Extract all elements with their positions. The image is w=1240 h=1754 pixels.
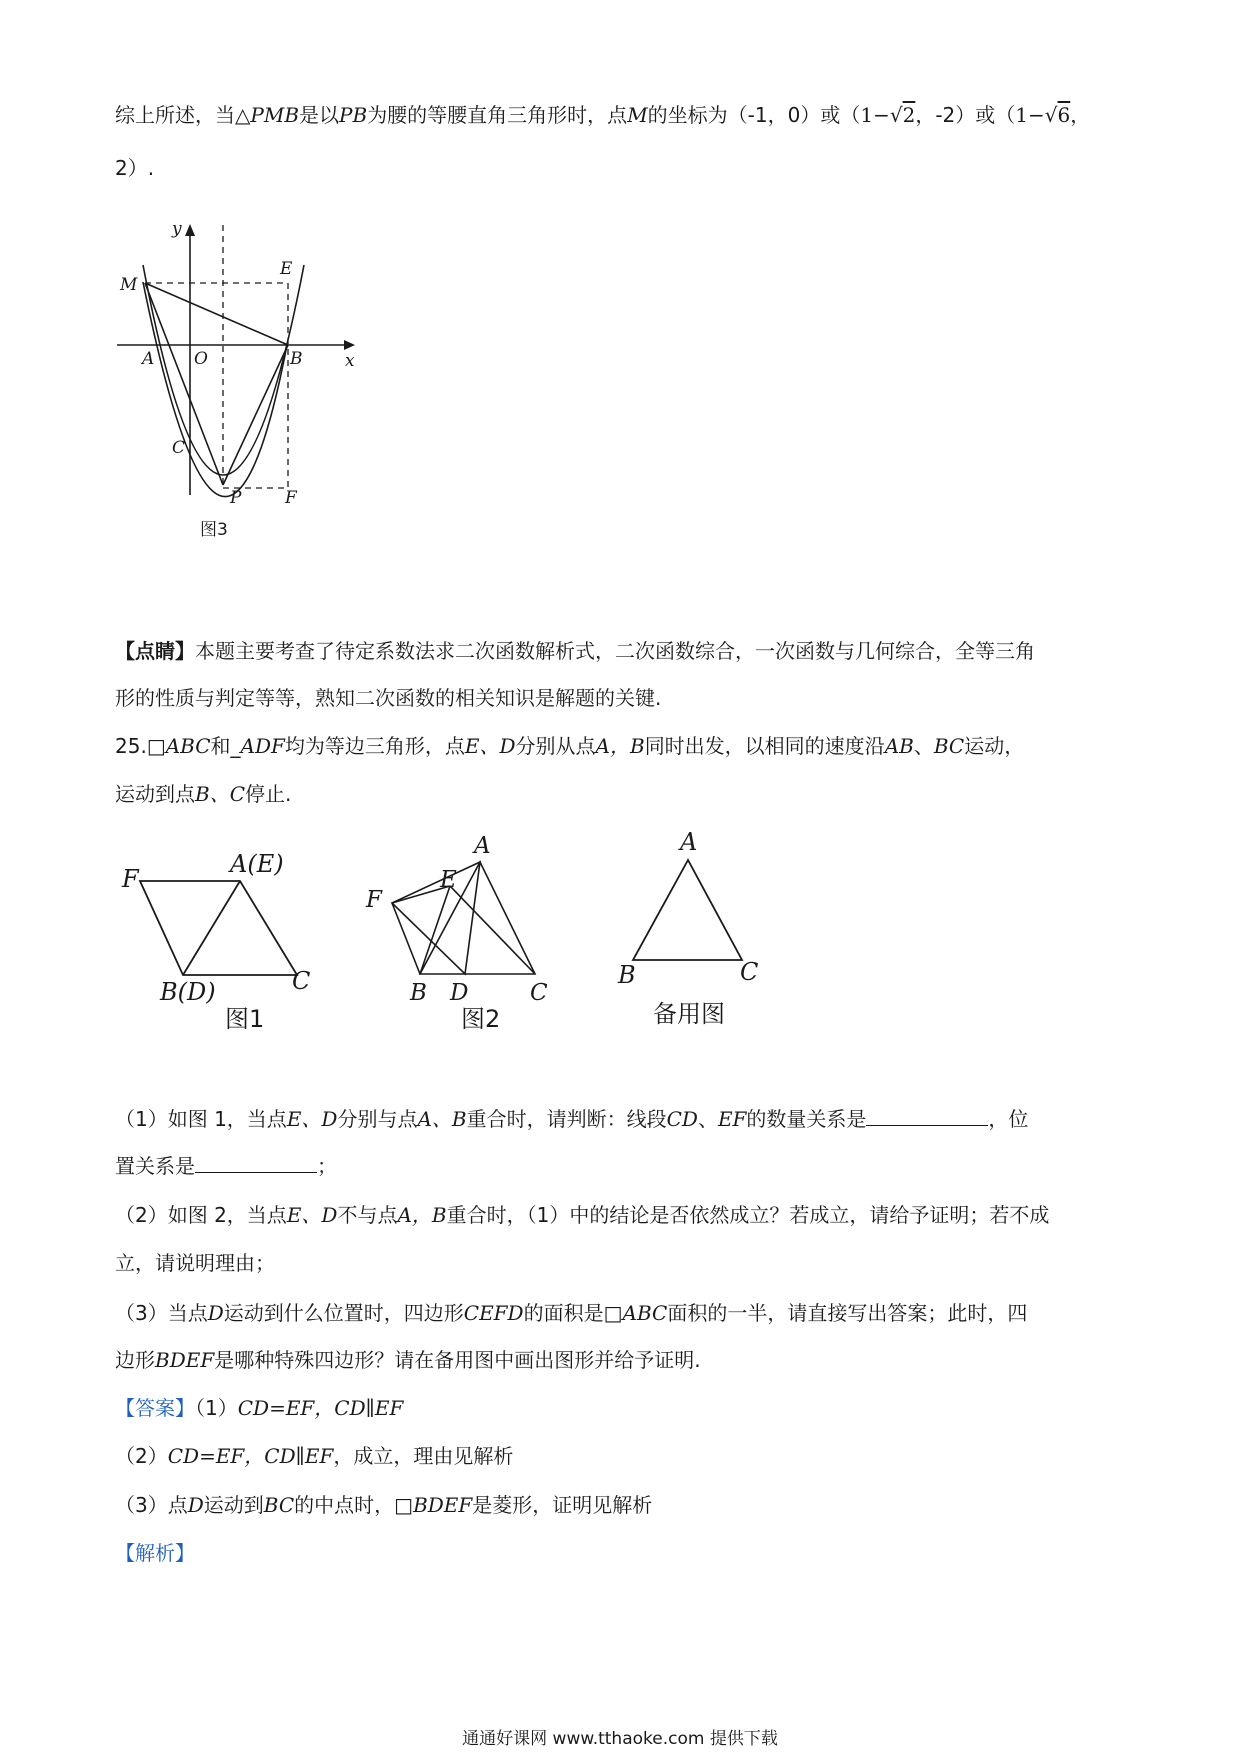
figure-spare bbox=[600, 820, 780, 1040]
dianjing-line-2: 形的性质与判定等等，熟知二次函数的相关知识是解题的关键. bbox=[115, 686, 662, 710]
answer-line-1 bbox=[115, 1393, 403, 1423]
triangle-abc: ABC bbox=[165, 734, 211, 758]
conclusion-text: 是以 bbox=[299, 103, 340, 127]
label-d: D bbox=[450, 980, 469, 1006]
triangle-adf: ADF bbox=[240, 734, 285, 758]
part-text: 边形 bbox=[115, 1348, 155, 1372]
segment-cd: CD bbox=[666, 1107, 698, 1131]
segment-bc: BC bbox=[263, 1493, 295, 1517]
q25-number: 25. bbox=[115, 734, 147, 758]
triangle-symbol: □ bbox=[603, 1301, 623, 1325]
label-c: C bbox=[740, 958, 759, 986]
part-text: ； bbox=[317, 1154, 337, 1178]
point-d: D bbox=[207, 1301, 224, 1325]
caption-fig3: 图3 bbox=[200, 520, 228, 540]
caption-fig1: 图1 bbox=[225, 1005, 265, 1033]
q25-text: 分别从点 bbox=[515, 734, 596, 758]
part-text: （3）当点 bbox=[115, 1301, 208, 1325]
answer-line-2 bbox=[115, 1441, 513, 1471]
segment-ab bbox=[183, 881, 240, 975]
dianjing-text: 本题主要考查了待定系数法求二次函数解析式，二次函数综合，一次函数与几何综合，全等三角 bbox=[195, 639, 1035, 663]
answer-text: 的中点时， bbox=[294, 1493, 395, 1517]
triangle-abc bbox=[633, 860, 742, 960]
segment-ab: AB bbox=[884, 734, 914, 758]
answer-blank-position[interactable] bbox=[195, 1150, 317, 1173]
answer-line-3 bbox=[115, 1490, 652, 1520]
parallelogram-fadc bbox=[140, 881, 297, 975]
conclusion-text: ，-2）或（ bbox=[915, 103, 1016, 127]
part-text: ，位 bbox=[988, 1107, 1029, 1131]
coord-2-x: 1−√2 bbox=[860, 103, 916, 127]
points-a-b: A、B bbox=[417, 1107, 467, 1131]
triangle-symbol: □ bbox=[146, 734, 166, 758]
analysis-label: 【解析】 bbox=[115, 1541, 195, 1565]
coord-3-minus: − bbox=[1028, 103, 1045, 127]
label-a-e: A(E) bbox=[230, 850, 284, 878]
answer-label: 【答案】 bbox=[115, 1396, 195, 1420]
label-f: F bbox=[285, 488, 297, 508]
label-b: B bbox=[290, 349, 303, 369]
points-e-d: E、D bbox=[286, 1107, 338, 1131]
part-2-line-2: 立，请说明理由； bbox=[115, 1251, 275, 1275]
footer-source: 通通好课网 www.tthaoke.com 提供下载 bbox=[462, 1729, 778, 1749]
label-a: A bbox=[474, 833, 491, 859]
label-b: B bbox=[618, 961, 636, 989]
part-1-line-1 bbox=[115, 1103, 1028, 1134]
q25-text: 运动到点 bbox=[115, 782, 195, 806]
points-b-c: B、C bbox=[195, 782, 245, 806]
segment-ef: EF bbox=[717, 1107, 747, 1131]
part-text: 不与点 bbox=[337, 1203, 398, 1227]
conclusion-text: 综上所述，当△ bbox=[115, 103, 251, 127]
part-3-line-1 bbox=[115, 1298, 1027, 1328]
triangle-abc: ABC bbox=[622, 1301, 668, 1325]
answer-2: CD=EF，CD∥EF bbox=[167, 1444, 334, 1468]
segment-eb bbox=[420, 886, 450, 974]
triangle-symbol: _ bbox=[230, 734, 241, 758]
segment-pb: PB bbox=[339, 103, 368, 127]
conclusion-text: 为腰的等腰直角三角形时，点 bbox=[367, 103, 628, 127]
answer-text: （3）点 bbox=[115, 1493, 188, 1517]
figure-1 bbox=[115, 845, 320, 1045]
part-1-line-2 bbox=[115, 1150, 337, 1181]
triangle-adf bbox=[392, 862, 480, 974]
label-c: C bbox=[172, 438, 186, 458]
coord-2-one: 1 bbox=[860, 103, 874, 127]
answer-text: ，成立，理由见解析 bbox=[333, 1444, 514, 1468]
part-3-line-2 bbox=[115, 1345, 701, 1375]
points-e-d: E、D bbox=[464, 734, 516, 758]
quad-symbol: □ bbox=[394, 1493, 414, 1517]
part-text: 的数量关系是 bbox=[746, 1107, 867, 1131]
segment-ec bbox=[450, 886, 535, 974]
part-text: 分别与点 bbox=[337, 1107, 418, 1131]
segment-fb bbox=[392, 903, 420, 974]
label-b-d: B(D) bbox=[160, 978, 216, 1006]
q25-line-2 bbox=[115, 779, 291, 809]
part-text: 置关系是 bbox=[115, 1154, 195, 1178]
part-text: 重合时，请判断：线段 bbox=[466, 1107, 667, 1131]
label-b: B bbox=[410, 980, 427, 1006]
answer-text: 是菱形，证明见解析 bbox=[472, 1493, 653, 1517]
point-m: M bbox=[627, 103, 648, 127]
dianjing-label: 【点睛】 bbox=[115, 639, 195, 663]
coord-3-radicand: 6 bbox=[1057, 103, 1071, 127]
answer-1: CD=EF，CD∥EF bbox=[237, 1396, 404, 1420]
q25-text: 和 bbox=[210, 734, 231, 758]
label-c: C bbox=[292, 967, 311, 995]
q25-line-1 bbox=[115, 731, 1024, 761]
points-a-b: A，B bbox=[595, 734, 645, 758]
conclusion-line-2: 2）. bbox=[115, 156, 155, 180]
coord-2-radicand: 2 bbox=[902, 103, 916, 127]
part-text: 重合时，（1）中的结论是否依然成立？若成立，请给予证明；若不成 bbox=[446, 1203, 1050, 1227]
y-axis-arrow bbox=[185, 224, 195, 236]
answer-text: （1） bbox=[195, 1396, 238, 1420]
conclusion-line bbox=[115, 100, 1090, 130]
conclusion-text: 的坐标为（-1，0）或（ bbox=[647, 103, 861, 127]
quad-bdef: BDEF bbox=[413, 1493, 473, 1517]
segment-bc: BC bbox=[933, 734, 965, 758]
figure-2 bbox=[360, 825, 565, 1045]
caption-fig2: 图2 bbox=[461, 1005, 501, 1033]
part-text: 面积的一半，请直接写出答案；此时，四 bbox=[667, 1301, 1028, 1325]
q25-text: 、 bbox=[913, 734, 934, 758]
coord-3-x: 1−√6 bbox=[1015, 103, 1071, 127]
q25-text: 运动， bbox=[964, 734, 1025, 758]
label-c: C bbox=[530, 980, 548, 1006]
point-d: D bbox=[187, 1493, 204, 1517]
quad-bdef: BDEF bbox=[155, 1348, 215, 1372]
answer-blank-quantity[interactable] bbox=[866, 1103, 988, 1126]
part-text: 是哪种特殊四边形？请在备用图中画出图形并给予证明. bbox=[214, 1348, 701, 1372]
label-e: E bbox=[280, 259, 293, 279]
label-f: F bbox=[122, 865, 139, 893]
label-e: E bbox=[440, 867, 457, 893]
figure-3-parabola bbox=[115, 210, 375, 550]
label-f: F bbox=[366, 887, 382, 913]
label-m: M bbox=[120, 275, 138, 295]
dianjing-line-1 bbox=[115, 636, 1035, 666]
q25-text: 同时出发，以相同的速度沿 bbox=[644, 734, 885, 758]
points-e-d: E、D bbox=[286, 1203, 338, 1227]
label-a: A bbox=[680, 828, 698, 856]
coord-3-one: 1 bbox=[1015, 103, 1029, 127]
label-x: x bbox=[345, 351, 355, 371]
part-text: 的面积是 bbox=[523, 1301, 604, 1325]
label-p: P bbox=[230, 488, 242, 508]
part-text: （2）如图 2，当点 bbox=[115, 1203, 287, 1227]
part-text: （1）如图 1，当点 bbox=[115, 1107, 287, 1131]
label-y: y bbox=[172, 219, 182, 239]
coord-2-minus: − bbox=[873, 103, 890, 127]
q25-text: 均为等边三角形，点 bbox=[284, 734, 465, 758]
part-text: 运动到什么位置时，四边形 bbox=[223, 1301, 464, 1325]
label-o: O bbox=[194, 349, 208, 369]
q25-text: 停止. bbox=[245, 782, 292, 806]
part-text: 、 bbox=[697, 1107, 718, 1131]
answer-text: 运动到 bbox=[203, 1493, 264, 1517]
answer-text: （2） bbox=[115, 1444, 168, 1468]
segment-mb bbox=[145, 283, 288, 345]
quad-cefd: CEFD bbox=[463, 1301, 524, 1325]
triangle-pmb: PMB bbox=[250, 103, 300, 127]
caption-spare: 备用图 bbox=[653, 1000, 725, 1028]
conclusion-text: ， bbox=[1070, 103, 1091, 127]
part-2-line-1 bbox=[115, 1200, 1049, 1230]
label-a: A bbox=[142, 349, 155, 369]
points-a-b: A，B bbox=[397, 1203, 447, 1227]
x-axis-arrow bbox=[344, 340, 355, 350]
